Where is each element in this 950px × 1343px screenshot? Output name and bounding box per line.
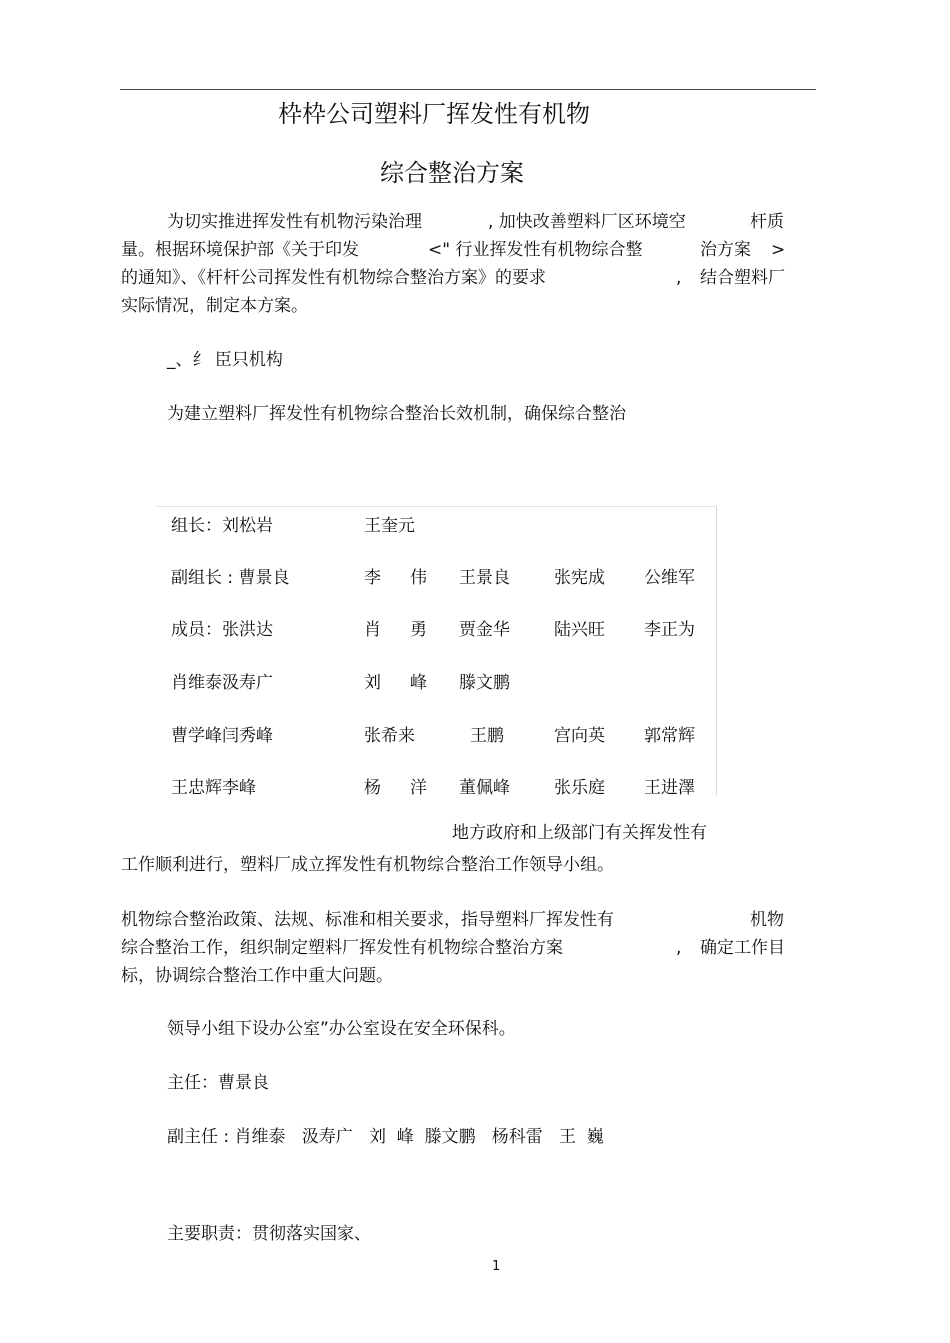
document-title-line1: 枠枠公司塑料厂挥发性有机物 [278,100,590,128]
duties-line1-b: 机物 [750,910,784,930]
table-cell: 张希来 [364,726,415,746]
table-cell: 宫向英 [554,726,605,746]
table-cell: 杨 [364,778,381,798]
intro-line3-b: , [676,268,682,288]
intro-line3-c: 结合塑料厂 [700,268,785,288]
table-cell: 李 [364,568,381,588]
intro-line1-c: 杆质 [750,212,784,232]
table-cell: 李正为 [644,620,695,640]
table-cell: 王景良 [459,568,510,588]
table-cell: 成员：张洪达 [171,620,273,640]
duties-line2-b: , [676,938,682,958]
after-table-line: 地方政府和上级部门有关挥发性有 [452,823,707,843]
table-cell: 王忠辉李峰 [171,778,256,798]
intro-line4: 实际情况，制定本方案。 [121,296,308,316]
table-cell: 贾金华 [459,620,510,640]
table-cell: 公维军 [644,568,695,588]
table-cell: 伟 [410,568,427,588]
table-cell: 肖维泰汲寿广 [171,673,273,693]
duties-line3: 标，协调综合整治工作中重大问题。 [121,966,393,986]
table-cell: 刘 [364,673,381,693]
main-duties-line: 主要职责：贯彻落实国家、 [167,1224,371,1244]
section1-paragraph: 为建立塑料厂挥发性有机物综合整治长效机制，确保综合整治 [167,404,626,424]
header-rule [120,89,816,90]
intro-line1-b: , 加快改善塑料厂区环境空 [488,212,686,232]
intro-line1-a: 为切实推进挥发性有机物污染治理 [167,212,422,232]
table-cell: 组长：刘松岩 [171,516,273,536]
table-cell: 郭常辉 [644,726,695,746]
leader-group-line: 工作顺利进行，塑料厂成立挥发性有机物综合整治工作领导小组。 [121,855,614,875]
intro-line2-d: > [771,240,786,260]
intro-line2-a: 量。根据环境保护部《关于印发 [121,240,359,260]
table-cell: 董佩峰 [459,778,510,798]
office-line: 领导小组下设办公室”办公室设在安全环保科。 [167,1019,516,1039]
table-cell: 峰 [410,673,427,693]
table-cell: 洋 [410,778,427,798]
intro-line2-b: <" 行业挥发性有机物综合整 [428,240,643,260]
table-cell: 陆兴旺 [554,620,605,640]
page-number: 1 [492,1259,501,1274]
table-cell: 王鹏 [470,726,504,746]
table-cell: 张宪成 [554,568,605,588]
table-cell: 张乐庭 [554,778,605,798]
document-title-line2: 综合整治方案 [380,159,524,187]
section1-heading: _、纟 臣只机构 [167,350,283,370]
table-cell: 勇 [410,620,427,640]
table-cell: 王奎元 [364,516,415,536]
duties-line2-c: 确定工作目 [700,938,785,958]
table-cell: 滕文鹏 [459,673,510,693]
table-cell: 副组长 : 曹景良 [171,568,290,588]
intro-line2-c: 治方案 [700,240,751,260]
table-cell: 曹学峰闫秀峰 [171,726,273,746]
intro-line3-a: 的通知》、《杆杆公司挥发性有机物综合整治方案》的要求 [121,268,546,288]
duties-line2-a: 综合整治工作，组织制定塑料厂挥发性有机物综合整治方案 [121,938,563,958]
duties-line1-a: 机物综合整治政策、法规、标准和相关要求，指导塑料厂挥发性有 [121,910,614,930]
table-cell: 肖 [364,620,381,640]
director-line: 主任：曹景良 [167,1073,269,1093]
table-cell: 王进澤 [644,778,695,798]
deputy-line: 副主任 : 肖维泰 汲寿广 刘 峰 滕文鹏 杨科雷 王 巍 [167,1127,604,1147]
members-table [156,506,717,798]
